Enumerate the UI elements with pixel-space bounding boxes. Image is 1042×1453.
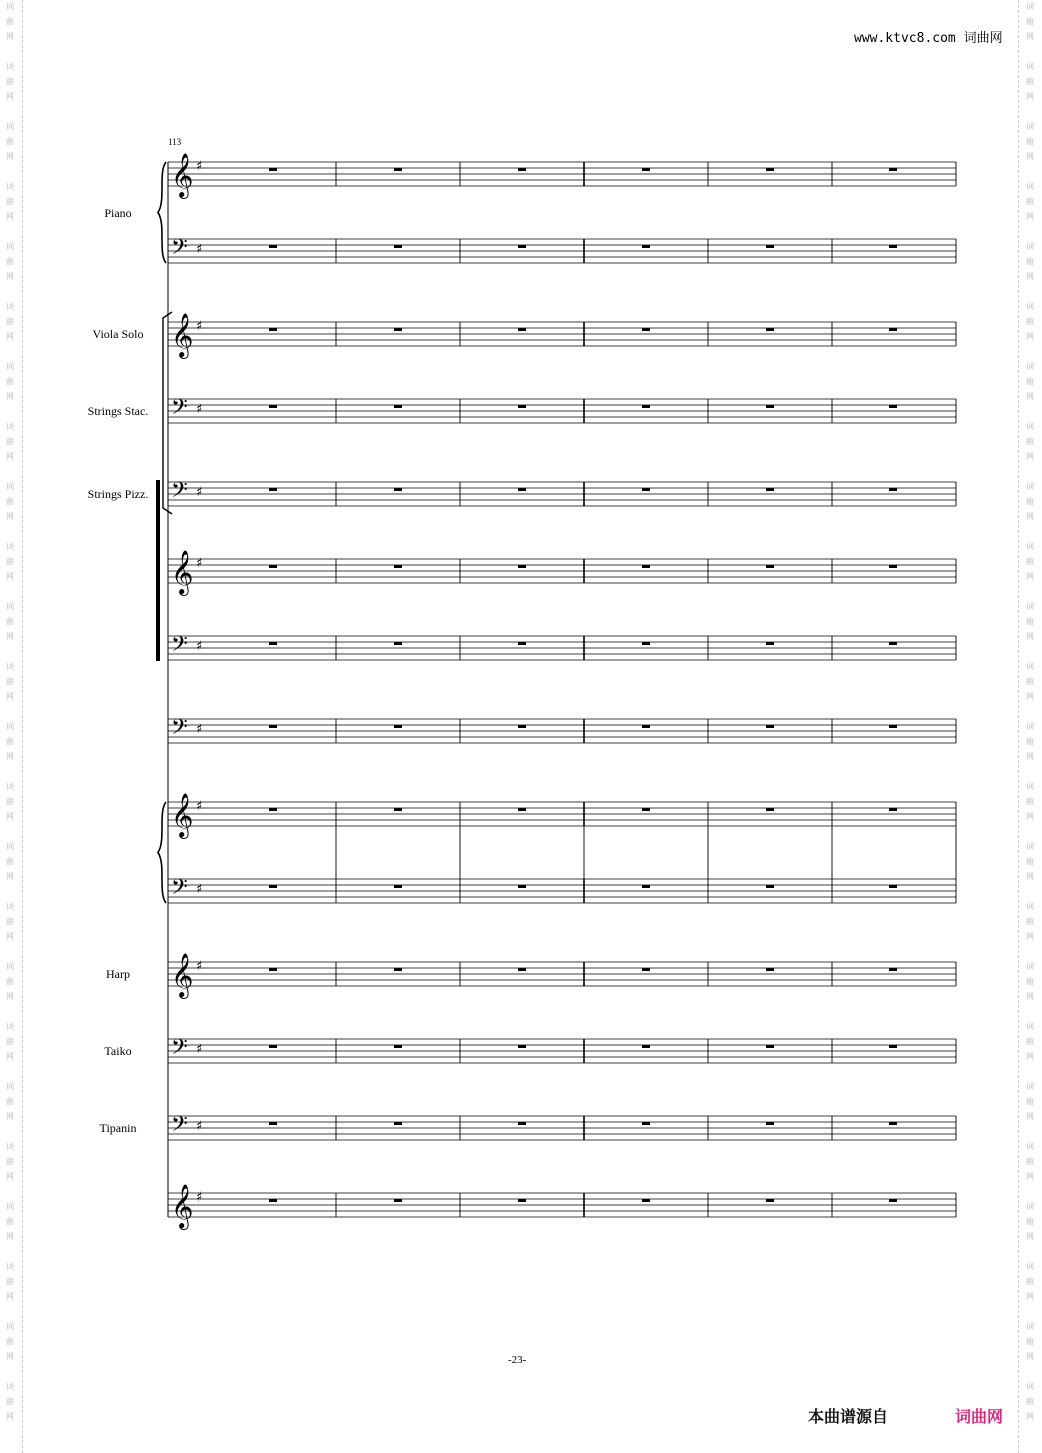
watermark-glyph: 曲 xyxy=(1026,617,1034,626)
watermark-glyph: 词 xyxy=(6,482,14,491)
watermark-glyph: 词 xyxy=(1026,122,1034,131)
measure-rest xyxy=(394,642,402,645)
measure-rest xyxy=(889,642,897,645)
watermark-glyph: 词 xyxy=(1026,1202,1034,1211)
watermark-glyph: 曲 xyxy=(6,1097,14,1106)
watermark-glyph: 曲 xyxy=(1026,977,1034,986)
watermark-glyph: 词 xyxy=(1026,62,1034,71)
watermark-glyph: 网 xyxy=(1026,1352,1034,1361)
measure-rest xyxy=(642,405,650,408)
measure-rest xyxy=(269,488,277,491)
watermark-glyph: 曲 xyxy=(1026,1037,1034,1046)
watermark-glyph: 曲 xyxy=(1026,737,1034,746)
measure-rest xyxy=(889,885,897,888)
watermark-glyph: 曲 xyxy=(6,497,14,506)
watermark-glyph: 曲 xyxy=(6,257,14,266)
watermark-glyph: 曲 xyxy=(1026,1277,1034,1286)
measure-rest xyxy=(394,328,402,331)
watermark-glyph: 网 xyxy=(1026,992,1034,1001)
measure-rest xyxy=(518,968,526,971)
treble-clef: 𝄞 xyxy=(171,1184,194,1228)
measure-rest xyxy=(269,245,277,248)
measure-rest xyxy=(889,808,897,811)
measure-rest xyxy=(766,405,774,408)
watermark-glyph: 词 xyxy=(1026,182,1034,191)
measure-rest xyxy=(394,885,402,888)
watermark-glyph: 词 xyxy=(1026,662,1034,671)
key-signature-sharp: ♯ xyxy=(196,882,203,897)
treble-clef: 𝄞 xyxy=(171,313,194,357)
measure-rest xyxy=(642,565,650,568)
brace xyxy=(158,802,166,903)
measure-rest xyxy=(642,488,650,491)
measure-rest xyxy=(518,245,526,248)
measure-rest xyxy=(766,1122,774,1125)
watermark-glyph: 网 xyxy=(6,452,14,461)
measure-rest xyxy=(889,565,897,568)
measure-rest xyxy=(518,488,526,491)
measure-rest xyxy=(766,1045,774,1048)
watermark-glyph: 曲 xyxy=(1026,377,1034,386)
watermark-glyph: 曲 xyxy=(6,437,14,446)
watermark-glyph: 曲 xyxy=(6,137,14,146)
watermark-glyph: 词 xyxy=(6,962,14,971)
watermark-glyph: 词 xyxy=(6,782,14,791)
watermark-glyph: 网 xyxy=(1026,692,1034,701)
watermark-glyph: 词 xyxy=(1026,1082,1034,1091)
watermark-glyph: 曲 xyxy=(6,557,14,566)
measure-rest xyxy=(269,642,277,645)
measure-rest xyxy=(394,488,402,491)
measure-rest xyxy=(518,1045,526,1048)
key-signature-sharp: ♯ xyxy=(196,1190,203,1205)
watermark-glyph: 网 xyxy=(6,1352,14,1361)
site-url: www.ktvc8.com xyxy=(854,31,956,46)
watermark-glyph: 词 xyxy=(6,1142,14,1151)
watermark-glyph: 网 xyxy=(1026,152,1034,161)
watermark-glyph: 曲 xyxy=(1026,1217,1034,1226)
watermark-glyph: 词 xyxy=(6,62,14,71)
key-signature-sharp: ♯ xyxy=(196,242,203,257)
measure-rest xyxy=(889,1045,897,1048)
measure-rest xyxy=(269,328,277,331)
watermark-glyph: 曲 xyxy=(6,977,14,986)
measure-rest xyxy=(269,968,277,971)
watermark-glyph: 词 xyxy=(6,1382,14,1391)
watermark-glyph: 网 xyxy=(1026,272,1034,281)
measure-rest xyxy=(766,1199,774,1202)
watermark-glyph: 网 xyxy=(6,572,14,581)
measure-rest xyxy=(518,328,526,331)
watermark-glyph: 曲 xyxy=(1026,1097,1034,1106)
watermark-glyph: 词 xyxy=(6,242,14,251)
watermark-glyph: 曲 xyxy=(6,677,14,686)
site-name: 词曲网 xyxy=(963,31,1003,46)
measure-rest xyxy=(518,885,526,888)
watermark-glyph: 词 xyxy=(6,1202,14,1211)
measure-rest xyxy=(766,245,774,248)
key-signature-sharp: ♯ xyxy=(196,799,203,814)
key-signature-sharp: ♯ xyxy=(196,959,203,974)
footer-source-label: 本曲谱源自 xyxy=(808,1407,889,1426)
instrument-label-strings-pizz: Strings Pizz. xyxy=(87,487,149,501)
watermark-glyph: 词 xyxy=(6,122,14,131)
watermark-glyph: 词 xyxy=(1026,2,1034,11)
watermark-glyph: 曲 xyxy=(6,377,14,386)
watermark-glyph: 曲 xyxy=(6,1037,14,1046)
measure-rest xyxy=(889,405,897,408)
watermark-glyph: 网 xyxy=(1026,1112,1034,1121)
watermark-glyph: 曲 xyxy=(1026,917,1034,926)
watermark-glyph: 曲 xyxy=(1026,77,1034,86)
watermark-glyph: 词 xyxy=(1026,1022,1034,1031)
watermark-glyph: 曲 xyxy=(1026,1157,1034,1166)
key-signature-sharp: ♯ xyxy=(196,485,203,500)
watermark-glyph: 曲 xyxy=(1026,197,1034,206)
watermark-glyph: 曲 xyxy=(1026,797,1034,806)
measure-rest xyxy=(394,1199,402,1202)
watermark-glyph: 网 xyxy=(6,212,14,221)
watermark-glyph: 网 xyxy=(6,332,14,341)
watermark-glyph: 词 xyxy=(1026,722,1034,731)
watermark-glyph: 词 xyxy=(1026,302,1034,311)
watermark-glyph: 曲 xyxy=(1026,857,1034,866)
measure-rest xyxy=(889,968,897,971)
key-signature-sharp: ♯ xyxy=(196,556,203,571)
measure-rest xyxy=(394,725,402,728)
key-signature-sharp: ♯ xyxy=(196,722,203,737)
watermark-glyph: 词 xyxy=(6,542,14,551)
watermark-glyph: 网 xyxy=(6,692,14,701)
measure-rest xyxy=(518,1199,526,1202)
measure-rest xyxy=(394,1045,402,1048)
watermark-glyph: 曲 xyxy=(6,917,14,926)
watermark-glyph: 词 xyxy=(1026,602,1034,611)
measure-rest xyxy=(766,808,774,811)
measure-rest xyxy=(394,405,402,408)
treble-clef: 𝄞 xyxy=(171,153,194,197)
watermark-glyph: 词 xyxy=(6,182,14,191)
watermark-glyph: 曲 xyxy=(6,617,14,626)
bass-clef: 𝄢 xyxy=(171,632,188,662)
measure-rest xyxy=(642,1045,650,1048)
key-signature-sharp: ♯ xyxy=(196,1119,203,1134)
measure-rest xyxy=(269,565,277,568)
watermark-glyph: 网 xyxy=(6,812,14,821)
bracket-thick xyxy=(156,480,160,661)
measure-rest xyxy=(642,328,650,331)
watermark-glyph: 词 xyxy=(1026,842,1034,851)
watermark-glyph: 网 xyxy=(6,932,14,941)
watermark-glyph: 网 xyxy=(6,1172,14,1181)
measure-rest xyxy=(766,885,774,888)
bass-clef: 𝄢 xyxy=(171,875,188,905)
watermark-glyph: 网 xyxy=(1026,1412,1034,1421)
measure-rest xyxy=(642,1199,650,1202)
watermark-glyph: 网 xyxy=(6,1292,14,1301)
measure-rest xyxy=(642,168,650,171)
watermark-glyph: 词 xyxy=(6,422,14,431)
bass-clef: 𝄢 xyxy=(171,478,188,508)
watermark-glyph: 曲 xyxy=(6,1217,14,1226)
watermark-glyph: 词 xyxy=(6,302,14,311)
instrument-label-strings-stac: Strings Stac. xyxy=(87,404,149,418)
watermark-glyph: 网 xyxy=(1026,332,1034,341)
watermark-glyph: 网 xyxy=(6,1232,14,1241)
watermark-glyph: 曲 xyxy=(1026,17,1034,26)
measure-rest xyxy=(766,565,774,568)
watermark-glyph: 网 xyxy=(1026,32,1034,41)
bass-clef: 𝄢 xyxy=(171,1035,188,1065)
instrument-label-viola-solo: Viola Solo xyxy=(92,327,144,341)
measure-rest xyxy=(642,885,650,888)
measure-rest xyxy=(394,808,402,811)
measure-rest xyxy=(394,968,402,971)
watermark-glyph: 曲 xyxy=(1026,1397,1034,1406)
watermark-glyph: 曲 xyxy=(1026,557,1034,566)
watermark-glyph: 网 xyxy=(1026,1172,1034,1181)
measure-rest xyxy=(766,642,774,645)
measure-rest xyxy=(766,725,774,728)
watermark-glyph: 网 xyxy=(1026,1292,1034,1301)
measure-rest xyxy=(889,168,897,171)
watermark-glyph: 词 xyxy=(1026,1322,1034,1331)
watermark-glyph: 词 xyxy=(1026,1382,1034,1391)
measure-rest xyxy=(642,642,650,645)
measure-rest xyxy=(269,808,277,811)
key-signature-sharp: ♯ xyxy=(196,319,203,334)
watermark-glyph: 网 xyxy=(6,1412,14,1421)
watermark-glyph: 网 xyxy=(6,872,14,881)
watermark-glyph: 词 xyxy=(6,1262,14,1271)
watermark-glyph: 曲 xyxy=(1026,437,1034,446)
watermark-glyph: 曲 xyxy=(1026,317,1034,326)
watermark-glyph: 词 xyxy=(6,1322,14,1331)
watermark-glyph: 词 xyxy=(1026,482,1034,491)
measure-rest xyxy=(889,1199,897,1202)
measure-rest xyxy=(269,405,277,408)
measure-rest xyxy=(889,245,897,248)
watermark-glyph: 曲 xyxy=(6,1397,14,1406)
watermark-glyph: 词 xyxy=(1026,1262,1034,1271)
measure-rest xyxy=(269,1045,277,1048)
watermark-glyph: 词 xyxy=(6,902,14,911)
measure-rest xyxy=(518,642,526,645)
measure-rest xyxy=(518,565,526,568)
measure-rest xyxy=(269,168,277,171)
measure-rest xyxy=(642,808,650,811)
watermark-glyph: 网 xyxy=(6,992,14,1001)
watermark-glyph: 曲 xyxy=(6,77,14,86)
watermark-glyph: 词 xyxy=(6,602,14,611)
watermark-glyph: 曲 xyxy=(1026,257,1034,266)
instrument-label-tipanin: Tipanin xyxy=(99,1121,137,1135)
watermark-glyph: 网 xyxy=(6,1052,14,1061)
bass-clef: 𝄢 xyxy=(171,1112,188,1142)
instrument-label-piano: Piano xyxy=(104,206,132,220)
watermark-glyph: 词 xyxy=(6,1022,14,1031)
watermark-glyph: 词 xyxy=(1026,782,1034,791)
bass-clef: 𝄢 xyxy=(171,235,188,265)
watermark-glyph: 网 xyxy=(6,752,14,761)
measure-rest xyxy=(394,168,402,171)
key-signature-sharp: ♯ xyxy=(196,402,203,417)
measure-rest xyxy=(642,725,650,728)
measure-rest xyxy=(642,968,650,971)
bass-clef: 𝄢 xyxy=(171,395,188,425)
page-number: -23- xyxy=(508,1354,527,1366)
watermark-glyph: 网 xyxy=(1026,512,1034,521)
watermark-glyph: 词 xyxy=(6,662,14,671)
watermark-glyph: 曲 xyxy=(6,197,14,206)
measure-rest xyxy=(518,405,526,408)
treble-clef: 𝄞 xyxy=(171,953,194,997)
watermark-glyph: 网 xyxy=(1026,932,1034,941)
instrument-label-harp: Harp xyxy=(106,967,130,981)
watermark-glyph: 曲 xyxy=(6,1337,14,1346)
measure-rest xyxy=(642,1122,650,1125)
watermark-glyph: 词 xyxy=(6,362,14,371)
watermark-glyph: 网 xyxy=(1026,452,1034,461)
watermark-glyph: 网 xyxy=(1026,752,1034,761)
watermark-glyph: 网 xyxy=(1026,212,1034,221)
treble-clef: 𝄞 xyxy=(171,550,194,594)
watermark-glyph: 曲 xyxy=(1026,137,1034,146)
instrument-label-taiko: Taiko xyxy=(104,1044,132,1058)
measure-rest xyxy=(518,1122,526,1125)
watermark-glyph: 网 xyxy=(1026,872,1034,881)
measure-rest xyxy=(889,328,897,331)
measure-rest xyxy=(269,885,277,888)
watermark-glyph: 网 xyxy=(1026,92,1034,101)
watermark-glyph: 词 xyxy=(6,842,14,851)
measure-rest xyxy=(518,168,526,171)
watermark-glyph: 网 xyxy=(1026,572,1034,581)
measure-rest xyxy=(889,1122,897,1125)
watermark-glyph: 网 xyxy=(1026,1052,1034,1061)
measure-rest xyxy=(642,245,650,248)
treble-clef: 𝄞 xyxy=(171,793,194,837)
watermark-glyph: 网 xyxy=(6,392,14,401)
watermark-glyph: 网 xyxy=(6,632,14,641)
watermark-glyph: 曲 xyxy=(6,1157,14,1166)
measure-rest xyxy=(889,488,897,491)
watermark-glyph: 网 xyxy=(6,152,14,161)
measure-rest xyxy=(394,1122,402,1125)
watermark-glyph: 词 xyxy=(1026,362,1034,371)
watermark-glyph: 词 xyxy=(1026,1142,1034,1151)
measure-rest xyxy=(889,725,897,728)
footer-brand: 词曲网 xyxy=(955,1407,1004,1426)
watermark-glyph: 词 xyxy=(1026,242,1034,251)
watermark-glyph: 曲 xyxy=(6,17,14,26)
measure-rest xyxy=(394,245,402,248)
key-signature-sharp: ♯ xyxy=(196,1042,203,1057)
measure-rest xyxy=(766,168,774,171)
measure-rest xyxy=(269,725,277,728)
watermark-glyph: 网 xyxy=(1026,1232,1034,1241)
watermark-glyph: 网 xyxy=(1026,812,1034,821)
watermark-glyph: 曲 xyxy=(6,857,14,866)
key-signature-sharp: ♯ xyxy=(196,639,203,654)
measure-number: 113 xyxy=(168,137,182,147)
watermark-glyph: 词 xyxy=(1026,542,1034,551)
watermark-glyph: 曲 xyxy=(6,737,14,746)
measure-rest xyxy=(269,1199,277,1202)
watermark-glyph: 词 xyxy=(6,2,14,11)
watermark-glyph: 网 xyxy=(6,272,14,281)
watermark-glyph: 词 xyxy=(6,1082,14,1091)
measure-rest xyxy=(518,725,526,728)
bass-clef: 𝄢 xyxy=(171,715,188,745)
watermark-glyph: 网 xyxy=(6,1112,14,1121)
watermark-glyph: 词 xyxy=(1026,962,1034,971)
measure-rest xyxy=(518,808,526,811)
watermark-glyph: 网 xyxy=(6,512,14,521)
watermark-glyph: 曲 xyxy=(6,1277,14,1286)
measure-rest xyxy=(766,968,774,971)
watermark-glyph: 曲 xyxy=(1026,677,1034,686)
watermark-glyph: 网 xyxy=(6,32,14,41)
measure-rest xyxy=(766,328,774,331)
watermark-glyph: 网 xyxy=(6,92,14,101)
watermark-glyph: 词 xyxy=(1026,902,1034,911)
watermark-glyph: 曲 xyxy=(1026,497,1034,506)
key-signature-sharp: ♯ xyxy=(196,159,203,174)
watermark-glyph: 词 xyxy=(6,722,14,731)
measure-rest xyxy=(766,488,774,491)
watermark-glyph: 曲 xyxy=(1026,1337,1034,1346)
watermark-glyph: 词 xyxy=(1026,422,1034,431)
watermark-glyph: 网 xyxy=(1026,632,1034,641)
watermark-glyph: 网 xyxy=(1026,392,1034,401)
measure-rest xyxy=(269,1122,277,1125)
measure-rest xyxy=(394,565,402,568)
watermark-glyph: 曲 xyxy=(6,317,14,326)
watermark-glyph: 曲 xyxy=(6,797,14,806)
